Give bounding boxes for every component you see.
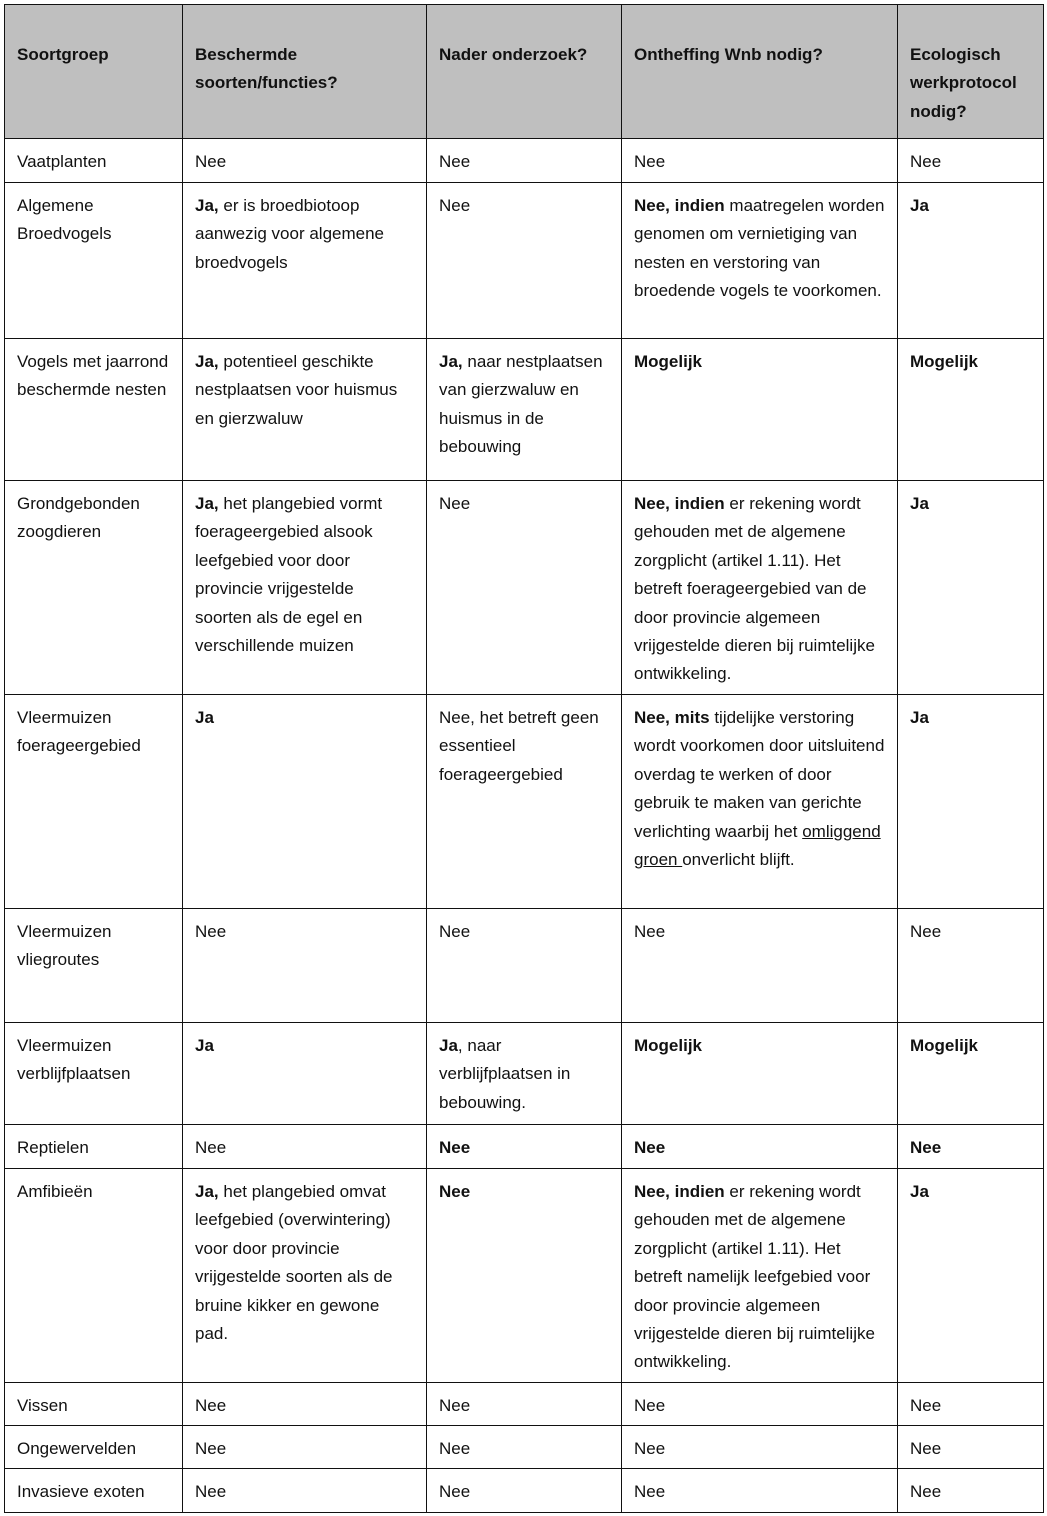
cell-soortgroep: Reptielen (5, 1125, 183, 1169)
cell-werkprotocol (898, 1426, 1044, 1469)
table-row (5, 339, 1044, 481)
text: Nee (439, 196, 471, 215)
cell-werkprotocol (898, 909, 1044, 1023)
cell-beschermde-soorten (183, 1125, 427, 1169)
text: naar nestplaatsen van gierzwaluw en huismus in de bebouwing (439, 352, 603, 457)
cell-nader-onderzoek (427, 909, 622, 1023)
table-row (5, 1383, 1044, 1426)
text: Nee (910, 922, 942, 941)
cell-werkprotocol (898, 139, 1044, 183)
text: Nee (195, 1396, 227, 1415)
header-ontheffing: Ontheffing Wnb nodig? (622, 5, 898, 139)
text: Nee (195, 922, 227, 941)
cell-beschermde-soorten (183, 1469, 427, 1513)
cell-soortgroep: Vleermuizen vliegroutes (5, 909, 183, 1023)
cell-nader-onderzoek (427, 139, 622, 183)
text: het plangebied vormt foerageergebied alsook leefgebied voor door provincie vrijgestelde soorten als de egel en verschillende muizen (195, 494, 383, 656)
bold-text: Mogelijk (634, 352, 703, 371)
cell-soortgroep: Vogels met jaarrond beschermde nesten (5, 339, 183, 481)
cell-werkprotocol (898, 1169, 1044, 1383)
bold-text: Nee (634, 1138, 666, 1157)
bold-text: Ja (910, 196, 929, 215)
cell-ontheffing (622, 139, 898, 183)
table-row (5, 695, 1044, 909)
bold-text: Ja, (439, 352, 463, 371)
cell-beschermde-soorten (183, 1023, 427, 1125)
text: maatregelen worden genomen om vernietiging van nesten en verstoring van broedende vogels te voorkomen. (634, 196, 885, 301)
bold-text: Mogelijk (910, 1036, 979, 1055)
bold-text: Ja, (195, 196, 219, 215)
bold-text: Ja, (195, 352, 219, 371)
text: Nee (195, 1482, 227, 1501)
cell-soortgroep: Grondgebonden zoogdieren (5, 481, 183, 695)
cell-soortgroep: Amfibieën (5, 1169, 183, 1383)
bold-text: Ja, (195, 494, 219, 513)
text: er rekening wordt gehouden met de algemene zorgplicht (artikel 1.11). Het betreft namelijk leefgebied voor door provincie algemeen vrijgestelde dieren bij ruimtelijke ontwikkeling. (634, 1182, 875, 1372)
bold-text: Mogelijk (634, 1036, 703, 1055)
cell-soortgroep: Ongewervelden (5, 1426, 183, 1469)
cell-ontheffing (622, 1383, 898, 1426)
text: Nee (634, 1439, 666, 1458)
cell-soortgroep: Algemene Broedvogels (5, 183, 183, 339)
bold-text: Ja (910, 494, 929, 513)
bold-text: Mogelijk (910, 352, 979, 371)
text: Nee (910, 1482, 942, 1501)
cell-nader-onderzoek (427, 481, 622, 695)
table-row (5, 1125, 1044, 1169)
text: Nee (910, 152, 942, 171)
cell-nader-onderzoek (427, 1426, 622, 1469)
bold-text: Nee, indien (634, 494, 725, 513)
table-body (5, 139, 1044, 1513)
cell-soortgroep: Invasieve exoten (5, 1469, 183, 1513)
cell-werkprotocol (898, 183, 1044, 339)
cell-soortgroep: Vleermuizen foerageergebied (5, 695, 183, 909)
text: Nee (439, 922, 471, 941)
cell-nader-onderzoek (427, 1383, 622, 1426)
bold-text: Ja, (195, 1182, 219, 1201)
species-assessment-table (4, 4, 1044, 1513)
text: Nee (634, 152, 666, 171)
cell-ontheffing (622, 695, 898, 909)
text: het plangebied omvat leefgebied (overwintering) voor door provincie vrijgestelde soorten als de bruine kikker en gewone pad. (195, 1182, 393, 1344)
cell-nader-onderzoek (427, 1469, 622, 1513)
bold-text: Nee (439, 1182, 471, 1201)
cell-werkprotocol (898, 1125, 1044, 1169)
text: Nee (195, 1138, 227, 1157)
cell-beschermde-soorten (183, 481, 427, 695)
text: Nee (439, 1482, 471, 1501)
header-nader-onderzoek: Nader onderzoek? (427, 5, 622, 139)
header-werkprotocol: Ecologisch werkprotocol nodig? (898, 5, 1044, 139)
table-row (5, 139, 1044, 183)
header-soortgroep: Soortgroep (5, 5, 183, 139)
bold-text: Ja (439, 1036, 458, 1055)
header-beschermde-soorten: Beschermde soorten/functies? (183, 5, 427, 139)
cell-ontheffing (622, 481, 898, 695)
cell-ontheffing (622, 1125, 898, 1169)
cell-beschermde-soorten (183, 909, 427, 1023)
text: er rekening wordt gehouden met de algemene zorgplicht (artikel 1.11). Het betreft foerageergebied van de door provincie algemeen vrijgestelde dieren bij ruimtelijke ontwikkeling. (634, 494, 875, 684)
text: , naar verblijfplaatsen in bebouwing. (439, 1036, 571, 1112)
cell-ontheffing (622, 1023, 898, 1125)
table-row (5, 183, 1044, 339)
cell-ontheffing (622, 1169, 898, 1383)
cell-werkprotocol (898, 1023, 1044, 1125)
cell-soortgroep: Vissen (5, 1383, 183, 1426)
table-row (5, 909, 1044, 1023)
bold-text: Nee, mits (634, 708, 710, 727)
bold-text: Nee, indien (634, 1182, 725, 1201)
text: er is broedbiotoop aanwezig voor algemene broedvogels (195, 196, 385, 272)
cell-beschermde-soorten (183, 139, 427, 183)
text: Nee (634, 1396, 666, 1415)
bold-text: Nee (439, 1138, 471, 1157)
bold-text: Ja (195, 1036, 214, 1055)
text: potentieel geschikte nestplaatsen voor huismus en gierzwaluw (195, 352, 398, 428)
text: onverlicht blijft. (682, 850, 795, 870)
cell-beschermde-soorten (183, 1383, 427, 1426)
cell-ontheffing (622, 909, 898, 1023)
cell-beschermde-soorten (183, 339, 427, 481)
table-row (5, 1169, 1044, 1383)
text: tijdelijke verstoring wordt voorkomen door uitsluitend overdag te werken of door gebruik te maken van gerichte verlichting waarbij het (634, 708, 885, 841)
cell-nader-onderzoek (427, 1125, 622, 1169)
cell-ontheffing (622, 183, 898, 339)
cell-werkprotocol (898, 695, 1044, 909)
bold-text: Ja (910, 708, 929, 727)
table-row (5, 1023, 1044, 1125)
cell-nader-onderzoek (427, 695, 622, 909)
cell-ontheffing (622, 1469, 898, 1513)
cell-beschermde-soorten (183, 695, 427, 909)
cell-werkprotocol (898, 1383, 1044, 1426)
bold-text: Ja (910, 1182, 929, 1201)
cell-werkprotocol (898, 339, 1044, 481)
text: Nee (195, 1439, 227, 1458)
cell-ontheffing (622, 1426, 898, 1469)
text: Nee (910, 1396, 942, 1415)
text: Nee (439, 494, 471, 513)
cell-werkprotocol (898, 1469, 1044, 1513)
cell-nader-onderzoek (427, 339, 622, 481)
cell-nader-onderzoek (427, 1169, 622, 1383)
table-row (5, 481, 1044, 695)
text: Nee (439, 1396, 471, 1415)
cell-ontheffing (622, 339, 898, 481)
bold-text: Nee, indien (634, 196, 725, 215)
text: Nee (439, 1439, 471, 1458)
table-row (5, 1426, 1044, 1469)
cell-beschermde-soorten (183, 1426, 427, 1469)
cell-soortgroep: Vaatplanten (5, 139, 183, 183)
text: Nee (439, 152, 471, 171)
cell-beschermde-soorten (183, 183, 427, 339)
table-row (5, 1469, 1044, 1513)
text: Nee (910, 1439, 942, 1458)
cell-soortgroep: Vleermuizen verblijfplaatsen (5, 1023, 183, 1125)
text: Nee (634, 922, 666, 941)
cell-beschermde-soorten (183, 1169, 427, 1383)
text: Nee (634, 1482, 666, 1501)
cell-werkprotocol (898, 481, 1044, 695)
underlined-text: omliggend groen (634, 821, 881, 870)
bold-text: Nee (910, 1138, 942, 1157)
cell-nader-onderzoek (427, 183, 622, 339)
text: Nee (195, 152, 227, 171)
table-header-row (5, 5, 1044, 139)
bold-text: Ja (195, 708, 214, 727)
cell-nader-onderzoek (427, 1023, 622, 1125)
text: Nee, het betreft geen essentieel foerageergebied (439, 708, 599, 784)
